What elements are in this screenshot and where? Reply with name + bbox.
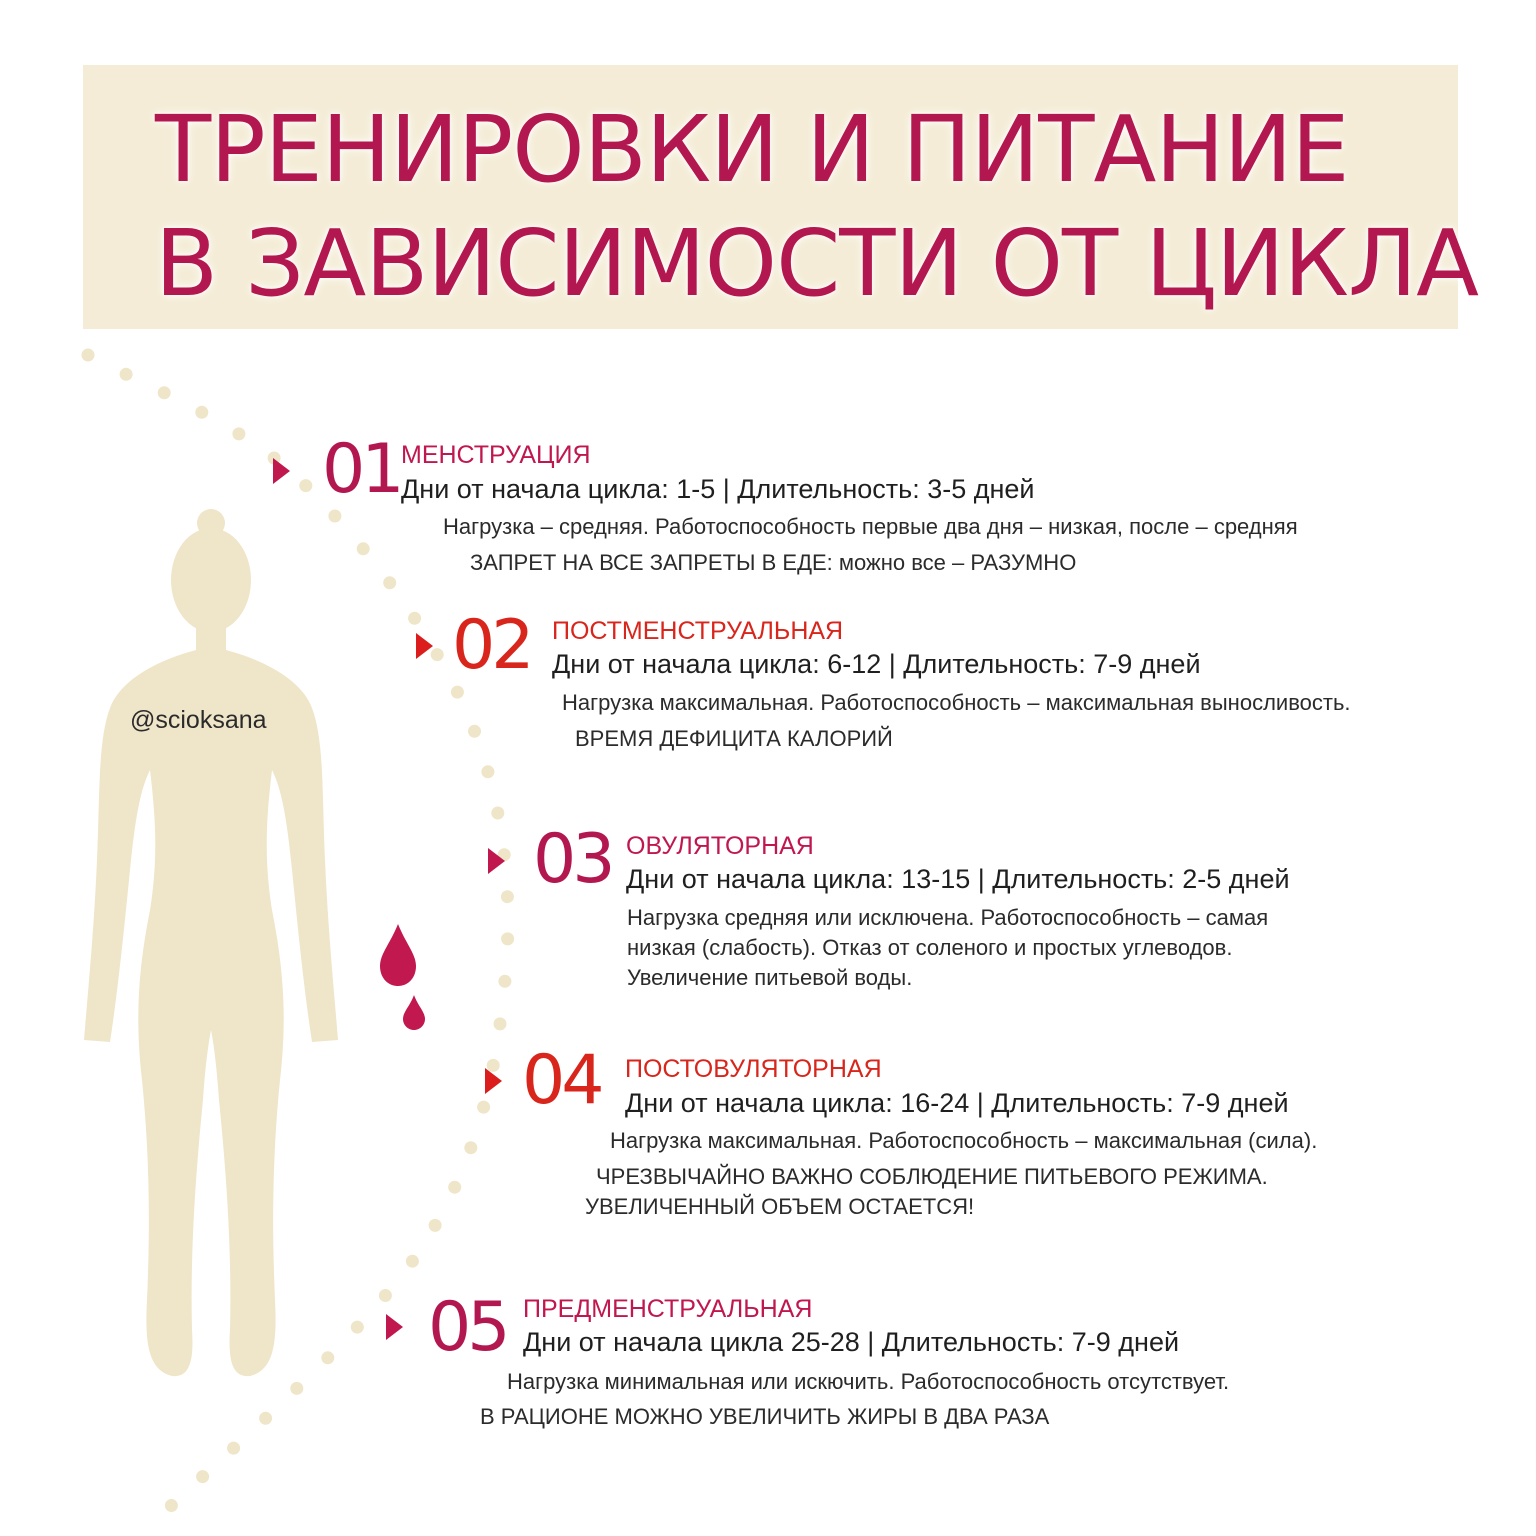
blood-drop-icon	[380, 924, 425, 1030]
chevron-right-icon	[386, 1314, 403, 1340]
phase-text-line: Нагрузка минимальная или искючить. Работоспособность отсутствует.	[507, 1369, 1230, 1394]
chevron-right-icon	[416, 633, 433, 659]
chevron-right-icon	[485, 1068, 502, 1094]
phase-text-line: УВЕЛИЧЕННЫЙ ОБЪЕМ ОСТАЕТСЯ!	[585, 1194, 975, 1219]
phase-text-line: Увеличение питьевой воды.	[627, 965, 913, 990]
phase-days: Дни от начала цикла 25-28 | Длительность: 7-9 дней	[523, 1327, 1180, 1357]
phase-name: ОВУЛЯТОРНАЯ	[626, 832, 814, 860]
page-title-line-1: ТРЕНИРОВКИ И ПИТАНИЕ	[155, 96, 1349, 203]
chevron-right-icon	[273, 458, 290, 484]
arc-dot	[448, 1181, 461, 1194]
phase-text-line: Нагрузка максимальная. Работоспособность – максимальная выносливость.	[562, 690, 1351, 715]
arc-dot	[429, 1219, 442, 1232]
phase-days: Дни от начала цикла: 6-12 | Длительность: 7-9 дней	[552, 649, 1201, 679]
page-title-line-2: В ЗАВИСИМОСТИ ОТ ЦИКЛА	[155, 210, 1479, 317]
phase-text-line: В РАЦИОНЕ МОЖНО УВЕЛИЧИТЬ ЖИРЫ В ДВА РАЗА	[480, 1404, 1050, 1429]
arc-dot	[82, 349, 95, 362]
arc-dot	[481, 765, 494, 778]
arc-dot	[290, 1382, 303, 1395]
arc-dot	[299, 479, 312, 492]
arc-dot	[383, 576, 396, 589]
arc-dot	[468, 725, 481, 738]
arc-dot	[357, 542, 370, 555]
arc-dot	[232, 427, 245, 440]
arc-dot	[464, 1141, 477, 1154]
arc-dot	[477, 1101, 490, 1114]
phase-text-line: Нагрузка – средняя. Работоспособность первые два дня – низкая, после – средняя	[443, 514, 1298, 539]
arc-dot	[165, 1499, 178, 1512]
phase-name: ПОСТМЕНСТРУАЛЬНАЯ	[552, 617, 844, 645]
arc-dot	[491, 807, 504, 820]
arc-dot	[196, 1470, 209, 1483]
phase-days: Дни от начала цикла: 1-5 | Длительность: 3-5 дней	[401, 474, 1035, 504]
arc-dot	[227, 1442, 240, 1455]
phase-text-line: Нагрузка средняя или исключена. Работоспособность – самая	[627, 905, 1269, 930]
phase-days: Дни от начала цикла: 16-24 | Длительность: 7-9 дней	[625, 1088, 1289, 1118]
author-handle: @scioksana	[130, 706, 267, 734]
arc-dot	[501, 932, 514, 945]
arc-dot	[158, 386, 171, 399]
arc-dot	[451, 686, 464, 699]
arc-dot	[501, 890, 514, 903]
chevron-right-icon	[488, 848, 505, 874]
arc-dot	[120, 368, 133, 381]
arc-dot	[351, 1321, 364, 1334]
phase-text-line: ЧРЕЗВЫЧАЙНО ВАЖНО СОБЛЮДЕНИЕ ПИТЬЕВОГО РЕЖИМА.	[596, 1164, 1268, 1189]
arc-dot	[379, 1289, 392, 1302]
phase-number: 01	[322, 430, 401, 509]
phase-name: ПОСТОВУЛЯТОРНАЯ	[625, 1055, 882, 1083]
phase-text-line: Нагрузка максимальная. Работоспособность – максимальная (сила).	[610, 1128, 1318, 1153]
phase-number: 05	[428, 1288, 507, 1367]
phase-name: ПРЕДМЕНСТРУАЛЬНАЯ	[523, 1295, 813, 1323]
phase-name: МЕНСТРУАЦИЯ	[401, 441, 591, 469]
woman-silhouette-icon	[84, 509, 338, 1376]
phase-text-line: ВРЕМЯ ДЕФИЦИТА КАЛОРИЙ	[575, 726, 893, 751]
phase-days: Дни от начала цикла: 13-15 | Длительность: 2-5 дней	[626, 864, 1290, 894]
arc-dot	[259, 1412, 272, 1425]
phase-text-line: низкая (слабость). Отказ от соленого и простых углеводов.	[627, 935, 1233, 960]
phase-number: 02	[452, 606, 531, 685]
arc-dot	[408, 612, 421, 625]
phase-number: 03	[533, 820, 612, 899]
phase-text-line: ЗАПРЕТ НА ВСЕ ЗАПРЕТЫ В ЕДЕ: можно все – РАЗУМНО	[470, 550, 1077, 575]
arc-dot	[195, 406, 208, 419]
arc-dot	[406, 1255, 419, 1268]
phase-number: 04	[522, 1041, 601, 1120]
arc-dot	[321, 1351, 334, 1364]
arc-dot	[498, 975, 511, 988]
arc-dot	[494, 1017, 507, 1030]
arc-dot	[328, 510, 341, 523]
